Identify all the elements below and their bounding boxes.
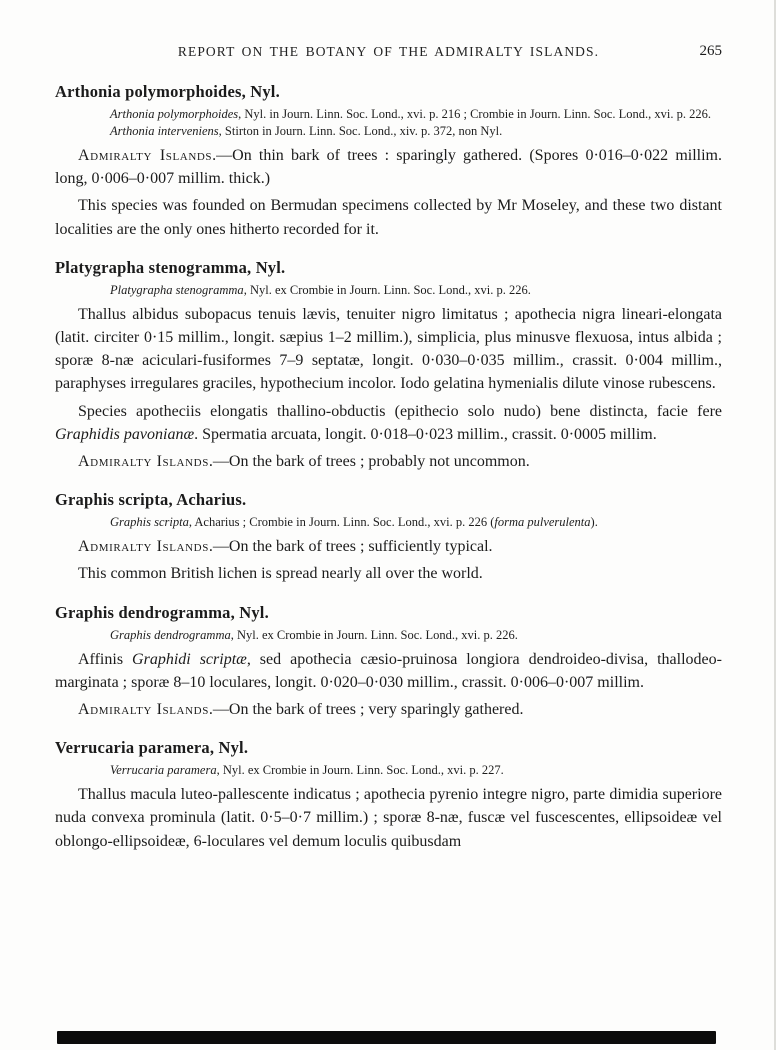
- text-run: . Spermatia arcuata, longit. 0·018–0·023 millim., crassit. 0·0005 millim.: [194, 425, 657, 443]
- body-paragraph: [55, 144, 722, 190]
- text-run: .—On the bark of trees ; probably not uncommon.: [208, 453, 530, 471]
- entries-container: [55, 82, 722, 853]
- entry-paragraphs: [55, 144, 722, 241]
- species-entry: [55, 82, 722, 241]
- body-paragraph: [55, 535, 722, 558]
- species-entry: [55, 738, 722, 853]
- text-run: This species was founded on Bermudan specimens collected by Mr Moseley, and these two distant localities are the only ones hitherto recorded for it.: [55, 197, 722, 238]
- body-paragraph: [55, 400, 722, 446]
- citation-block: [55, 762, 722, 779]
- citation-line: [55, 123, 722, 140]
- running-head: REPORT ON THE BOTANY OF THE ADMIRALTY ISLANDS.: [177, 44, 600, 59]
- text-run: .—On the bark of trees ; very sparingly gathered.: [208, 701, 524, 719]
- text-run: .—On the bark of trees ; sufficiently typical.: [208, 538, 493, 556]
- italic-text-run: Graphis dendrogramma: [110, 627, 231, 642]
- citation-line: [55, 106, 722, 123]
- text-run: , Stirton in Journ. Linn. Soc. Lond., xiv. p. 372, non Nyl.: [218, 124, 503, 138]
- body-paragraph: [55, 698, 722, 721]
- text-run: Thallus albidus subopacus tenuis lævis, tenuiter nigro limitatus ; apothecia nigra lineari-elongata (latit. circiter 0·15 millim., longit. sæpius 1–2 millim.), simplicia, plus minusve flexuosa, intus albida ; sporæ 8-næ aciculari-fusiformes 7–9 septatæ, longit. 0·030–0·035 millim., crassit. 0·004 millim., paraphyses irregulares graciles, hypothecium incolor. Iodo gelatina hymenialis dilute vinose rubescens.: [55, 305, 722, 393]
- citation-line: [55, 762, 722, 779]
- text-run: This common British lichen is spread nearly all over the world.: [78, 565, 483, 583]
- body-paragraph: [55, 450, 722, 473]
- page-header: [55, 44, 722, 66]
- text-run: , Nyl. in Journ. Linn. Soc. Lond., xvi. p. 216 ; Crombie in Journ. Linn. Soc. Lond., xvi. p. 226.: [238, 107, 712, 121]
- species-entry: [55, 490, 722, 585]
- citation-block: [55, 514, 722, 531]
- citation-block: [55, 282, 722, 299]
- text-run: , Nyl. ex Crombie in Journ. Linn. Soc. Lond., xvi. p. 227.: [216, 763, 504, 778]
- page-number: 265: [699, 43, 722, 59]
- text-run: ).: [590, 515, 598, 530]
- italic-text-run: Verrucaria paramera: [110, 763, 217, 778]
- body-paragraph: [55, 562, 722, 585]
- species-entry: [55, 258, 722, 473]
- smallcaps-text-run: Admiralty Islands: [78, 701, 209, 719]
- body-paragraph: [55, 194, 722, 240]
- species-heading: Platygrapha stenogramma, Nyl.: [55, 257, 286, 277]
- citation-line: [55, 514, 722, 531]
- species-heading: Graphis dendrogramma, Nyl.: [55, 602, 269, 622]
- scan-artifact-bar: [57, 1031, 716, 1044]
- text-run: Affinis: [78, 650, 133, 668]
- smallcaps-text-run: Admiralty Islands: [78, 147, 213, 164]
- smallcaps-text-run: Admiralty Islands: [78, 538, 209, 556]
- entry-paragraphs: [55, 648, 722, 722]
- italic-text-run: forma pulverulenta: [494, 515, 591, 530]
- citation-block: [55, 627, 722, 644]
- citation-line: [55, 627, 722, 644]
- text-run: Thallus macula luteo-pallescente indicatus ; apothecia pyrenio integre nigro, parte dimidia superiore nuda convexa prominula (latit. 0·5–0·7 millim.) ; sporæ 8-næ, fuscæ vel fuscescentes, ellipsoideæ vel oblongo-ellipsoideæ, 6-loculares vel demum loculis quibusdam: [55, 786, 722, 850]
- italic-text-run: Arthonia polymorphoides: [110, 107, 239, 121]
- italic-text-run: Graphidi scriptæ: [132, 650, 247, 668]
- species-heading: Graphis scripta, Acharius.: [55, 490, 247, 510]
- citation-line: [55, 282, 722, 299]
- body-paragraph: [55, 783, 722, 853]
- text-run: Species apotheciis elongatis thallino-obductis (epithecio solo nudo) bene distincta, facie fere: [78, 402, 722, 420]
- citation-block: [55, 106, 722, 140]
- text-run: .—On thin bark of trees : sparingly gathered. (Spores 0·016–0·022 millim. long, 0·006–0·007 millim. thick.): [55, 147, 723, 188]
- entry-paragraphs: [55, 535, 722, 585]
- smallcaps-text-run: Admiralty Islands: [78, 453, 209, 471]
- species-heading: Arthonia polymorphoides, Nyl.: [55, 82, 280, 101]
- text-run: , Acharius ; Crombie in Journ. Linn. Soc. Lond., xvi. p. 226 (: [188, 515, 495, 530]
- italic-text-run: Platygrapha stenogramma: [110, 282, 244, 297]
- entry-paragraphs: [55, 303, 722, 473]
- entry-paragraphs: [55, 783, 722, 853]
- species-entry: [55, 603, 722, 722]
- text-run: , Nyl. ex Crombie in Journ. Linn. Soc. Lond., xvi. p. 226.: [243, 282, 531, 297]
- species-heading: Verrucaria paramera, Nyl.: [55, 738, 249, 758]
- body-paragraph: [55, 648, 722, 694]
- body-paragraph: [55, 303, 722, 396]
- italic-text-run: Graphidis pavonianæ: [55, 425, 195, 443]
- italic-text-run: Arthonia interveniens: [110, 124, 219, 138]
- italic-text-run: Graphis scripta: [110, 515, 189, 530]
- text-run: , sed apothecia cæsio-pruinosa longiora dendroideo-divisa, thallodeo-marginata ; sporæ 8–10 loculares, longit. 0·020–0·030 millim., crassit. 0·006–0·007 millim.: [55, 650, 722, 691]
- text-run: , Nyl. ex Crombie in Journ. Linn. Soc. Lond., xvi. p. 226.: [230, 627, 518, 642]
